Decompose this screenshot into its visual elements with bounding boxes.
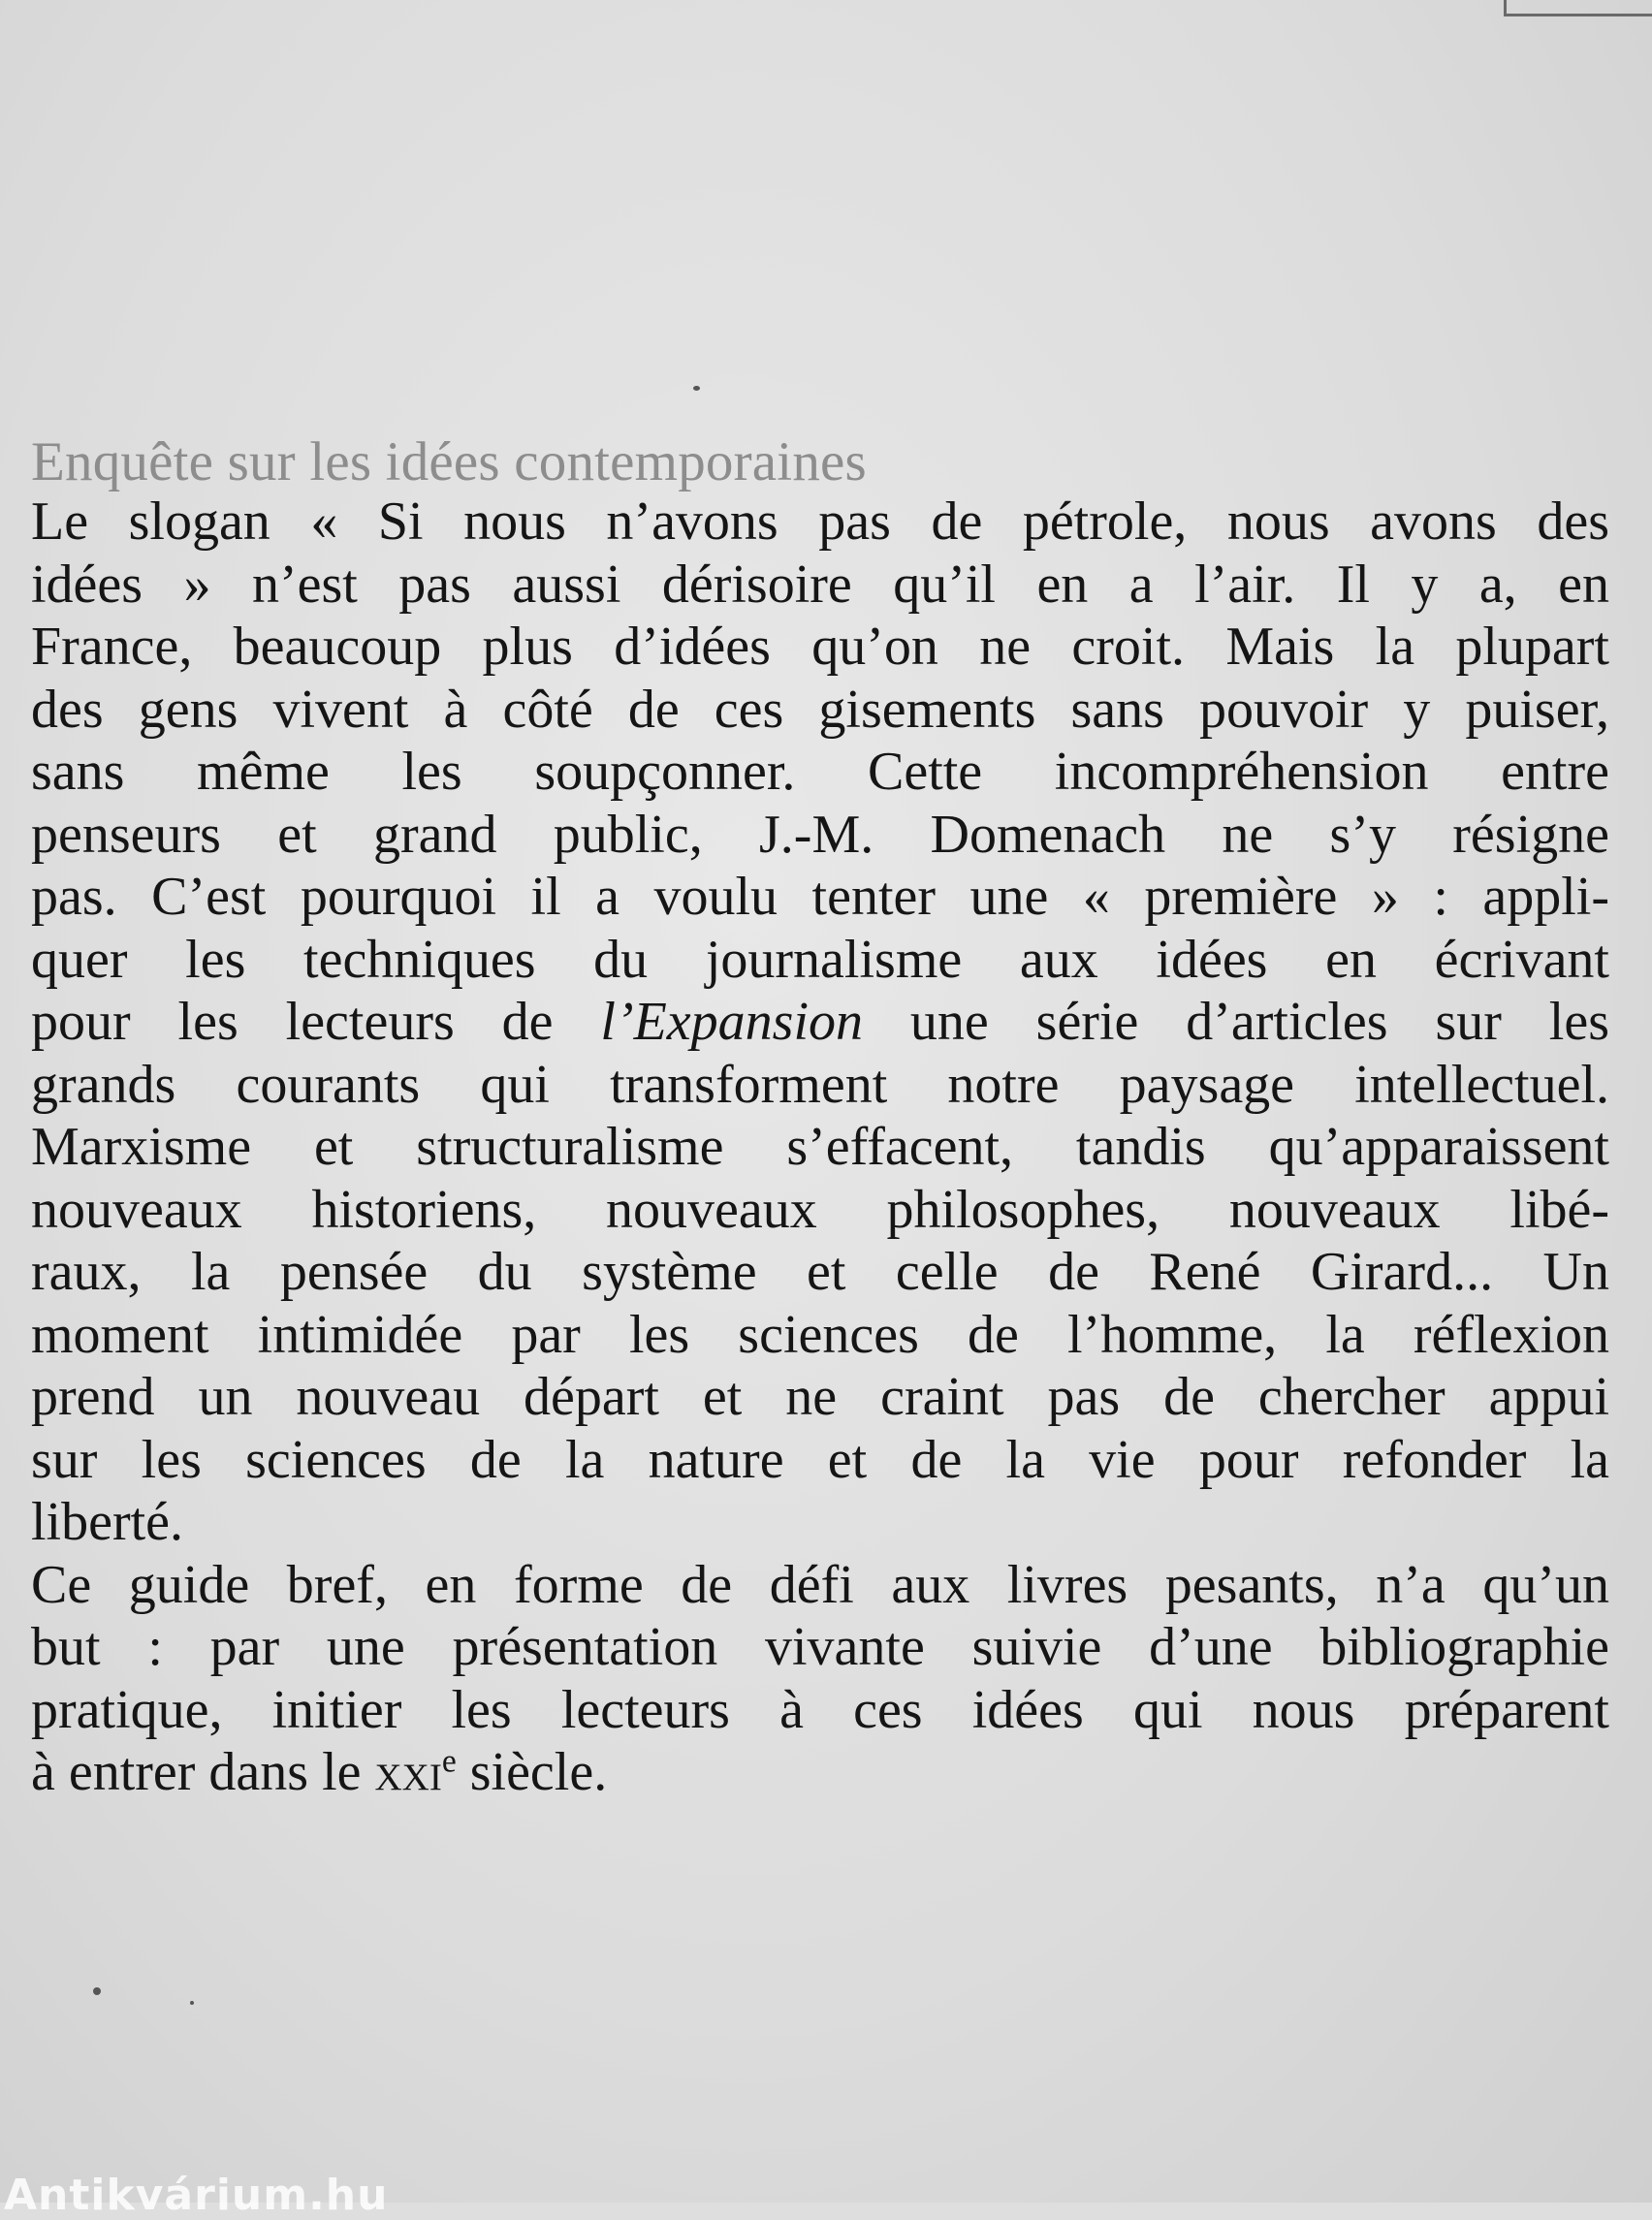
blurb-text — [31, 491, 1609, 1804]
text-line: prend un nouveau départ et ne craint pas de chercher appui — [31, 1367, 1609, 1427]
text-line: quer les techniques du journalisme aux idées en écrivant — [31, 929, 1609, 990]
text-line: idées » n’est pas aussi dérisoire qu’il en a l’air. Il y a, en — [31, 554, 1609, 615]
speck-mark — [93, 1987, 101, 1995]
text-fragment: une série d’articles sur les — [863, 992, 1609, 1052]
text-line: France, beaucoup plus d’idées qu’on ne croit. Mais la plupart — [31, 617, 1609, 677]
magazine-title: l’Expansion — [600, 992, 864, 1052]
text-line: pratique, initier les lecteurs à ces idées qui nous préparent — [31, 1679, 1609, 1740]
century-numeral: xxi — [374, 1742, 442, 1802]
text-line: sur les sciences de la nature et de la vie pour refonder la — [31, 1429, 1609, 1490]
text-line: sans même les soupçonner. Cette incompréhension entre — [31, 742, 1609, 802]
text-fragment: siècle. — [456, 1742, 608, 1802]
text-line: but : par une présentation vivante suivie d’une bibliographie — [31, 1617, 1609, 1677]
text-line: pas. C’est pourquoi il a voulu tenter une « première » : appli- — [31, 867, 1609, 927]
corner-frame — [1504, 0, 1652, 16]
speck-mark — [693, 386, 700, 391]
text-line: liberté. — [31, 1492, 184, 1552]
text-line: des gens vivent à côté de ces gisements sans pouvoir y puiser, — [31, 679, 1609, 740]
text-line: grands courants qui transforment notre paysage intellectuel. — [31, 1054, 1609, 1115]
speck-mark — [190, 2001, 194, 2005]
text-line: moment intimidée par les sciences de l’homme, la réflexion — [31, 1304, 1609, 1365]
watermark: Antikvárium.hu — [4, 2171, 389, 2220]
text-line — [31, 1741, 1609, 1804]
text-line: raux, la pensée du système et celle de René Girard... Un — [31, 1242, 1609, 1302]
series-heading: Enquête sur les idées contemporaines — [31, 431, 867, 492]
text-line: Ce guide bref, en forme de défi aux livres pesants, n’a qu’un — [31, 1554, 1609, 1615]
text-fragment: à entrer dans le — [31, 1742, 375, 1802]
text-line: Le slogan « Si nous n’avons pas de pétrole, nous avons des — [31, 492, 1609, 552]
text-line — [31, 991, 1609, 1054]
text-line: penseurs et grand public, J.-M. Domenach ne s’y résigne — [31, 804, 1609, 865]
century-superscript: e — [441, 1743, 457, 1780]
text-fragment: pour les lecteurs de — [31, 992, 601, 1052]
text-line: nouveaux historiens, nouveaux philosophes, nouveaux libé- — [31, 1179, 1609, 1240]
text-line: Marxisme et structuralisme s’effacent, tandis qu’apparaissent — [31, 1117, 1609, 1177]
